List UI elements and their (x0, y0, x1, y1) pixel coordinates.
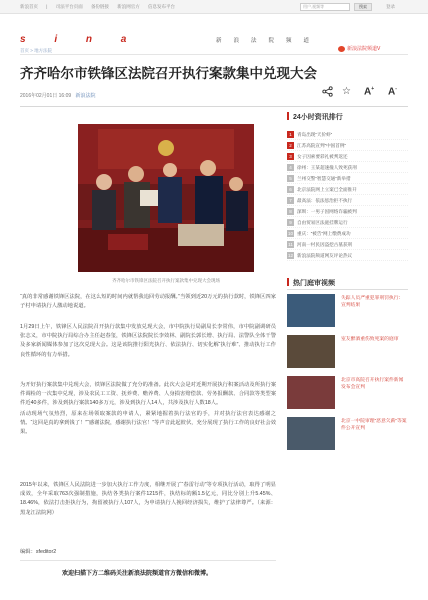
rank-number: 4 (287, 164, 294, 171)
video-thumbnail[interactable] (287, 376, 335, 409)
rank-item-text: 兰州交警“智慧交通”新举措 (297, 176, 351, 181)
top-link-platform[interactable]: 司法平台页面 (55, 4, 83, 9)
video-thumbnail[interactable] (287, 294, 335, 327)
sina-logo[interactable]: s i n a (20, 34, 140, 45)
search-button[interactable]: 搜索 (354, 3, 372, 11)
photo-caption: 齐齐哈尔市铁锋区法院召开执行案款集中兑现大会现场 (112, 278, 220, 283)
article-paragraph: 2015年以来，铁锋区人民法院进一步加大执行工作力度，相继开展了“春雷行动”等专项执行活动，取得了明显成效，全年采取763次强制措施，执结各类执行案件1215件，执结标的额1.5亿元，同比分别上升5.45%、18.46%，依法打击拒执行为，拘留被执行人107人，为申请执行人挽回经济损失，维护了法律尊严。（来源：黑龙江法院网） (20, 482, 276, 516)
top-link-official[interactable]: 新浪网官方 (117, 4, 140, 9)
rank-number: 7 (287, 197, 294, 204)
rank-item-text: 徐州：王某超速撞人致死获刑 (297, 165, 357, 170)
top-link-home[interactable]: 新浪首页 (20, 4, 38, 9)
rank-number: 10 (287, 231, 293, 236)
top-link-separator: | (46, 4, 48, 9)
rank-item[interactable] (287, 228, 408, 239)
video-item[interactable] (287, 417, 408, 454)
rank-item-text: 深圳：一男子因网络诈骗被判 (297, 209, 357, 214)
rank-item-text: 重庆：“被告”网上缴费成功 (297, 231, 351, 236)
weibo-icon (338, 46, 345, 52)
rank-item-text: 新浪法院频道网友评论热议 (297, 253, 353, 258)
rank-number: 5 (287, 175, 294, 182)
favorite-star-icon[interactable]: ☆ (342, 86, 351, 97)
section-marker (287, 112, 289, 120)
rank-item[interactable] (287, 129, 408, 140)
rank-number: 12 (287, 253, 293, 258)
rank-header (287, 112, 408, 124)
top-bar (0, 0, 428, 14)
search-input[interactable]: 用户,视频等 (300, 3, 350, 11)
video-title[interactable]: 北京市高院召开执行案件新闻发布会宣判 (341, 378, 404, 390)
video-header (287, 278, 408, 290)
article-paragraph: 1月29日上午，铁锋区人民法院召开执行款集中发放兑现大会，市中院执行局副局长李常伟，市中院副调研员张志义，市中院执行局综合办主任赵春玺，铁锋区法院院长李效林、副院长郭长增、执行局、法警队全体干警及多家新闻媒体参加了这次兑现大会。这是该院推行阳光执行、依法执行、切实化解“执行难”、推动执行工作良性循环的有力举措。 (20, 324, 276, 358)
rank-item[interactable] (287, 173, 408, 184)
rank-item[interactable] (287, 250, 408, 261)
rank-number: 6 (287, 186, 294, 193)
article-title: 齐齐哈尔市铁锋区法院召开执行案款集中兑现大会 (20, 66, 317, 81)
article-source[interactable]: 新浪法院 (75, 93, 96, 99)
video-title[interactable]: 北京一中院审理“恶意欠薪”等案件公开宣判 (341, 419, 407, 431)
share-icon[interactable] (322, 86, 333, 99)
title-divider (20, 106, 408, 107)
video-item[interactable] (287, 335, 408, 372)
video-title[interactable]: 失踪人员严重犯罪刑罚执行：宣判结果 (341, 296, 404, 308)
top-links (20, 4, 182, 10)
breadcrumb[interactable]: 首页 > 地方法院 (20, 48, 53, 53)
rank-item-text: 青岛出现“天价虾” (297, 132, 333, 137)
follow-prompt: 欢迎扫描下方二维码关注新浪法院频道官方微信和微博。 (62, 571, 213, 577)
rank-item-text: 最高法：依法惩治拒不执行 (297, 198, 353, 203)
article-paragraph: 活动现场气氛热烈，原来在场领取案款的申请人，紧紧地握着执行法官的手，并对执行法官表达感谢之情。“这回是真的拿到钱了！”“感谢法院，感谢执行法官！”等声音此起彼伏，充分展现了执行工作的良好社会效果。 (20, 411, 277, 436)
video-item[interactable] (287, 294, 408, 331)
rank-item[interactable] (287, 184, 408, 195)
video-thumbnail[interactable] (287, 417, 335, 450)
rank-item-text: 北京法院网上立案已全面推开 (297, 187, 357, 192)
font-increase-icon[interactable]: A+ (364, 86, 375, 98)
top-link-backup[interactable]: 备份链接 (90, 4, 109, 9)
article-meta (20, 92, 96, 99)
font-decrease-icon[interactable]: A- (388, 86, 397, 98)
article-paragraph: “真的非常感谢铁锋区法院，在这么短的时间内就帮我追回劳动报酬。”当领到近20万元的执行款时，铁锋区四家子村申请执行人激动地说道。 (20, 294, 276, 310)
rank-item[interactable] (287, 140, 408, 151)
video-thumbnail[interactable] (287, 335, 335, 368)
article-paragraph: 为开好执行案款集中兑现大会，铁锋区法院做了充分的准备。此次大会是对近期开展执行积案活动及所执行案件调检的一次集中兑现，涉及农民工工资、抚养费、赡养费、人身损害赔偿款、劳务报酬款、合同款等类型案件近40多件，涉及到执行案款140多万元，涉及到执行人14人，共涉及执行人数18人。 (20, 382, 276, 407)
video-section-title: 热门庭审视频 (293, 280, 335, 287)
top-link-release[interactable]: 信息发布平台 (148, 4, 175, 9)
header-divider (20, 54, 408, 55)
footer-divider (20, 560, 276, 561)
rank-number: 9 (287, 219, 294, 226)
video-title[interactable]: 室友醉酒重伤致死案的庭审 (341, 337, 399, 342)
article-date: 2016年02月01日 16:09 (20, 93, 72, 99)
rank-item[interactable] (287, 195, 408, 206)
rank-item-text: 河南一村民因盗挖古墓获刑 (297, 242, 353, 247)
rank-title: 24小时资讯排行 (293, 114, 343, 121)
rank-item-text: 自由贸易区法庭挂牌运行 (297, 220, 348, 225)
section-marker (287, 278, 289, 286)
rank-list (287, 129, 408, 261)
rank-number: 11 (288, 242, 293, 247)
rank-item[interactable] (287, 206, 408, 217)
video-list (287, 294, 408, 458)
login-link[interactable]: 登录 (386, 4, 395, 9)
rank-number: 1 (287, 131, 294, 138)
rank-item[interactable] (287, 151, 408, 162)
article-photo (78, 124, 254, 272)
rank-item[interactable] (287, 239, 408, 250)
rank-number: 8 (287, 208, 294, 215)
article-tools (318, 86, 408, 100)
rank-item[interactable] (287, 162, 408, 173)
video-item[interactable] (287, 376, 408, 413)
header (0, 14, 428, 56)
article-editor: 编辑：sfeditor2 (20, 549, 57, 555)
rank-item-text: 女子因索要彩礼被判返还 (297, 154, 348, 159)
rank-number: 3 (287, 153, 294, 160)
rank-item[interactable] (287, 217, 408, 228)
weibo-label: 新浪法院频道V (347, 46, 381, 52)
rank-number: 2 (287, 142, 294, 149)
channel-name: 新浪法院频道 (216, 38, 322, 44)
rank-item-text: 江苏高院宣判“中国首例” (297, 143, 346, 148)
weibo-follow[interactable] (338, 45, 380, 52)
